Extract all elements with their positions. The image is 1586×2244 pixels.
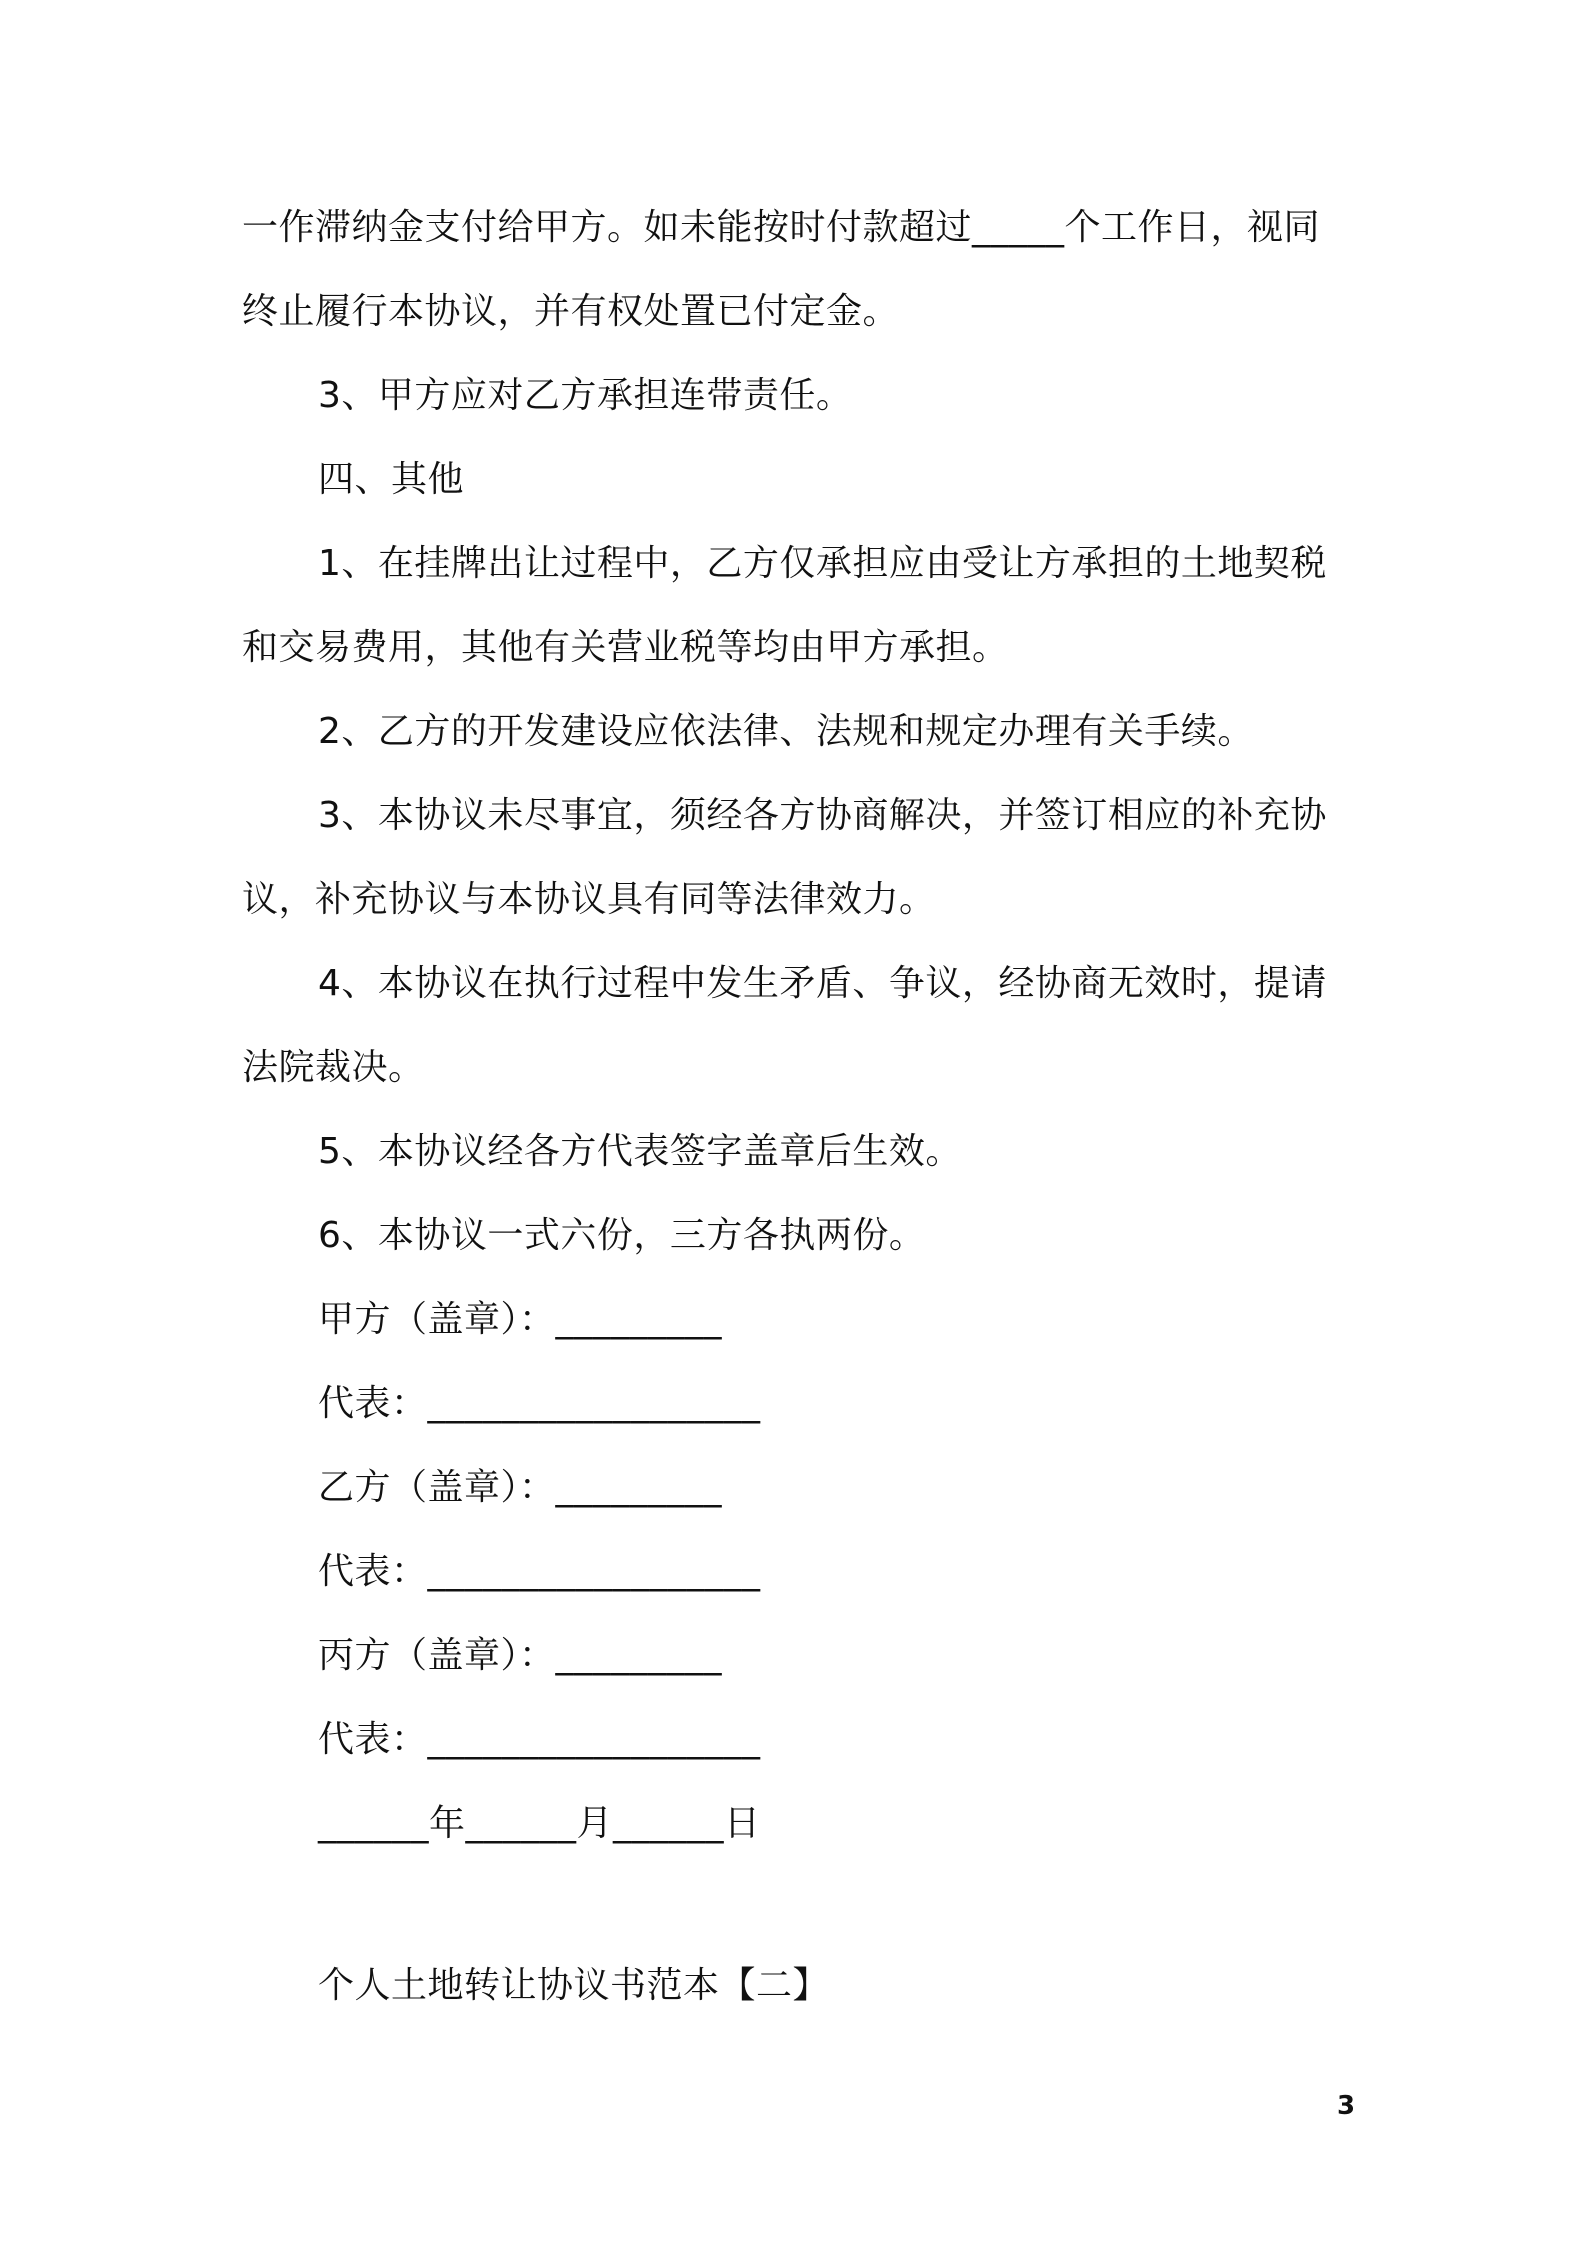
clause-4-line-2: 法院裁决。 (242, 1047, 425, 1088)
party-c-representative-line: 代表：__________________ (318, 1719, 761, 1760)
clause-3-line-2: 议，补充协议与本协议具有同等法律效力。 (242, 879, 936, 920)
party-b-seal-line: 乙方（盖章）：_________ (318, 1467, 723, 1508)
party-c-seal-line: 丙方（盖章）：_________ (318, 1635, 723, 1676)
clause-1-line-2: 和交易费用，其他有关营业税等均由甲方承担。 (242, 627, 1009, 668)
clause-4-line-1: 4、本协议在执行过程中发生矛盾、争议，经协商无效时，提请 (318, 963, 1327, 1004)
clause-3-line-1: 3、本协议未尽事宜，须经各方协商解决，并签订相应的补充协 (318, 795, 1327, 836)
party-a-representative-line: 代表：__________________ (318, 1383, 761, 1424)
paragraph-late-fee-end: 终止履行本协议，并有权处置已付定金。 (242, 291, 900, 332)
party-b-representative-line: 代表：__________________ (318, 1551, 761, 1592)
next-document-title: 个人土地转让协议书范本【二】 (318, 1965, 830, 2006)
party-a-seal-line: 甲方（盖章）：_________ (318, 1299, 723, 1340)
clause-6: 6、本协议一式六份，三方各执两份。 (318, 1215, 926, 1256)
clause-joint-liability: 3、甲方应对乙方承担连带责任。 (318, 375, 853, 416)
page-number: 3 (1337, 2091, 1356, 2121)
clause-1-line-1: 1、在挂牌出让过程中，乙方仅承担应由受让方承担的土地契税 (318, 543, 1327, 584)
date-line: ______年______月______日 (318, 1803, 761, 1844)
paragraph-late-fee-continued: 一作滞纳金支付给甲方。如未能按时付款超过_____个工作日，视同 (242, 207, 1321, 248)
clause-2: 2、乙方的开发建设应依法律、法规和规定办理有关手续。 (318, 711, 1254, 752)
clause-5: 5、本协议经各方代表签字盖章后生效。 (318, 1131, 962, 1172)
section-heading-other: 四、其他 (318, 459, 465, 500)
